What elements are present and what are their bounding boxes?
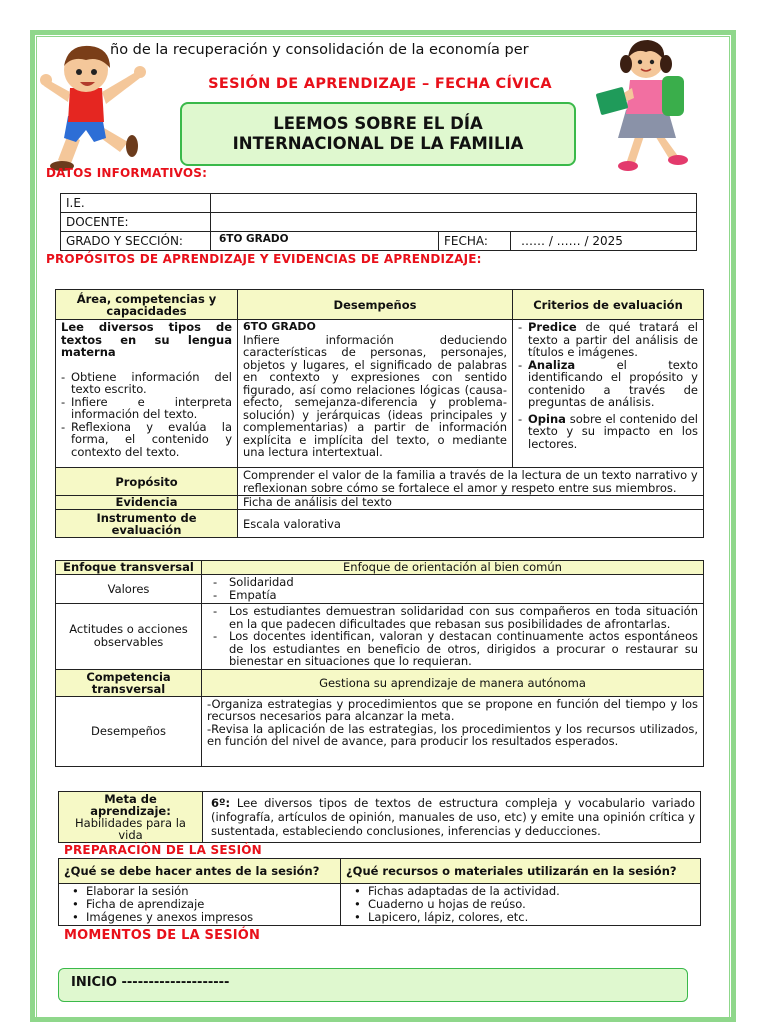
desempeno-item: -Revisa la aplicación de las estrategias, los procedimientos y los recursos utilizados, en función del nivel de avance, para producir los resultados esperados. (207, 721, 698, 748)
col-recursos-header: ¿Qué recursos o materiales utilizarán en la sesión? (341, 859, 701, 884)
list-item: • Ficha de aprendizaje (64, 898, 335, 911)
capacidades-list (61, 371, 232, 459)
year-title: ño de la recuperación y consolidación de la economía per (110, 42, 529, 58)
list-item: - Empatía (213, 589, 698, 602)
actitudes-list (207, 605, 698, 668)
meta-table (58, 791, 701, 843)
competencia-text: Lee diversos tipos de textos en su lengua materna (61, 320, 232, 359)
fecha-value: …… / …… / 2025 (511, 232, 697, 251)
competencia-transversal-label: Competencia transversal (56, 669, 202, 696)
preparacion-heading: PREPARACIÓN DE LA SESIÓN (64, 843, 262, 857)
competencia-transversal-value: Gestiona su aprendizaje de manera autónoma (202, 669, 704, 696)
preparacion-table (58, 858, 701, 926)
list-item: - Solidaridad (213, 576, 698, 589)
list-item: - Los estudiantes demuestran solidaridad con sus compañeros en toda situación en la que padecen dificultades que rebasan sus posibilidades de afrontarlas. (213, 605, 698, 630)
enfoque-label: Enfoque transversal (56, 561, 202, 575)
valores-label: Valores (56, 575, 202, 604)
evidencia-text: Ficha de análisis del texto (238, 496, 704, 510)
meta-label: Meta de aprendizaje: (90, 792, 171, 818)
instrumento-text: Escala valorativa (238, 510, 704, 538)
actitudes-label: Actitudes o acciones observables (56, 604, 202, 670)
momentos-heading: MOMENTOS DE LA SESIÓN (64, 928, 261, 943)
evidencia-label: Evidencia (56, 496, 238, 510)
enfoque-table (55, 560, 704, 767)
propositos-table (55, 289, 704, 538)
list-item: • Lapicero, lápiz, colores, etc. (346, 911, 695, 924)
list-item: • Fichas adaptadas de la actividad. (346, 885, 695, 898)
datos-table (60, 193, 697, 251)
boy-illustration (40, 42, 160, 174)
session-title: SESIÓN DE APRENDIZAJE – FECHA CÍVICA (208, 76, 552, 92)
docente-label: DOCENTE: (61, 213, 211, 232)
recursos-list (346, 885, 695, 924)
proposito-text: Comprender el valor de la familia a través de la lectura de un texto narrativo y reflexionan sobre cómo se fortalece el amor y respeto entre sus miembros. (238, 468, 704, 496)
docente-value[interactable] (211, 213, 697, 232)
antes-list (64, 885, 335, 924)
list-item: • Elaborar la sesión (64, 885, 335, 898)
col-antes-header: ¿Qué se debe hacer antes de la sesión? (59, 859, 341, 884)
fecha-label: FECHA: (439, 232, 511, 251)
list-item: • Imágenes y anexos impresos (64, 911, 335, 924)
list-item: - Obtiene información del texto escrito. (61, 371, 232, 396)
list-item: - Analiza el texto identificando el propósito y contenido a través de preguntas de análisis. (518, 359, 698, 409)
ie-value[interactable] (211, 194, 697, 213)
meta-sublabel: Habilidades para la vida (75, 816, 186, 842)
list-item: - Predice de qué tratará el texto a partir del análisis de títulos e imágenes. (518, 321, 698, 359)
girl-illustration (596, 38, 706, 176)
datos-heading: DATOS INFORMATIVOS: (46, 166, 208, 180)
main-title-line1: LEEMOS SOBRE EL DÍA (273, 114, 483, 133)
list-item: - Los docentes identifican, valoran y destacan continuamente actos espontáneos de los estudiantes en beneficio de otros, dirigidos a procurar o restaurar su bienestar en situaciones que lo requieran. (213, 630, 698, 668)
list-item: • Cuaderno u hojas de reúso. (346, 898, 695, 911)
col-area-header: Área, competencias y capacidades (56, 290, 238, 320)
grado-value: 6TO GRADO (211, 232, 439, 251)
list-item: - Reflexiona y evalúa la forma, el contenido y contexto del texto. (61, 421, 232, 459)
desempenos-label: Desempeños (56, 696, 202, 766)
instrumento-label: Instrumento de evaluación (56, 510, 238, 538)
main-title-line2: INTERNACIONAL DE LA FAMILIA (232, 134, 524, 153)
list-item: - Opina sobre el contenido del texto y su impacto en los lectores. (518, 413, 698, 451)
inicio-box: INICIO -------------------- (58, 968, 688, 1002)
col-desempenos-header: Desempeños (238, 290, 513, 320)
criterios-list (518, 321, 698, 450)
main-title-box (180, 102, 576, 166)
desempeno-item: -Organiza estrategias y procedimientos que se propone en función del tiempo y los recursos necesarios para alcanzar la meta. (207, 696, 698, 723)
ie-label: I.E. (61, 194, 211, 213)
proposito-label: Propósito (56, 468, 238, 496)
col-criterios-header: Criterios de evaluación (513, 290, 704, 320)
desempeno-text: Infiere información deduciendo características de personas, personajes, objetos y lugares, el significado de palabras en contexto y expresiones con sentido figurado, así como relaciones lógicas (causa-efecto, semejanza-diferencia y problema-solución) y jerárquicas (ideas principales y complementarias) a partir de información explícita e implícita del texto, o mediante una lectura intertextual. (243, 332, 507, 459)
meta-text: 6º: Lee diversos tipos de textos de estructura compleja y vocabulario variado (infografía, artículos de opinión, manuales de uso, etc) y emite una opinión crítica y sustentada, estableciendo conclusiones, inferencias y deducciones. (203, 792, 701, 843)
desempeno-grado: 6TO GRADO (243, 320, 316, 333)
grado-label: GRADO Y SECCIÓN: (61, 232, 211, 251)
enfoque-value: Enfoque de orientación al bien común (202, 561, 704, 575)
valores-list (207, 576, 698, 602)
propositos-heading: PROPÓSITOS DE APRENDIZAJE Y EVIDENCIAS DE APRENDIZAJE: (46, 252, 482, 266)
list-item: - Infiere e interpreta información del texto. (61, 396, 232, 421)
